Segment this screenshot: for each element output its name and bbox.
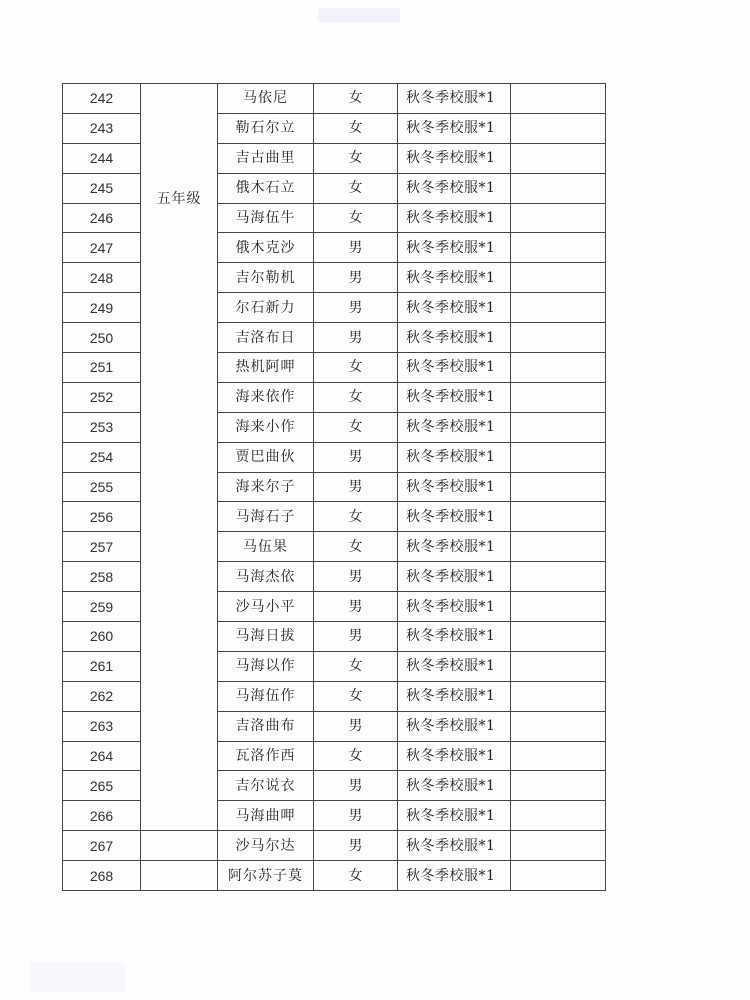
- remarks-cell: [511, 801, 606, 831]
- gender: 女: [314, 113, 398, 143]
- remarks-cell: [511, 532, 606, 562]
- student-name: 马海日拔: [218, 622, 314, 652]
- table-row: [63, 861, 606, 891]
- uniform-item: 秋冬季校服*1: [398, 622, 511, 652]
- row-number: 257: [63, 532, 141, 562]
- uniform-item: 秋冬季校服*1: [398, 502, 511, 532]
- student-name: 吉洛布日: [218, 323, 314, 353]
- gender: 男: [314, 831, 398, 861]
- gender: 女: [314, 532, 398, 562]
- uniform-item: 秋冬季校服*1: [398, 771, 511, 801]
- uniform-item: 秋冬季校服*1: [398, 681, 511, 711]
- row-number: 265: [63, 771, 141, 801]
- remarks-cell: [511, 323, 606, 353]
- row-number: 258: [63, 562, 141, 592]
- row-number: 249: [63, 293, 141, 323]
- remarks-cell: [511, 502, 606, 532]
- uniform-item: 秋冬季校服*1: [398, 323, 511, 353]
- remarks-cell: [511, 293, 606, 323]
- remarks-cell: [511, 771, 606, 801]
- remarks-cell: [511, 353, 606, 383]
- student-name: 马海以作: [218, 651, 314, 681]
- uniform-item: 秋冬季校服*1: [398, 801, 511, 831]
- uniform-item: 秋冬季校服*1: [398, 173, 511, 203]
- remarks-cell: [511, 173, 606, 203]
- grade-cell-empty: [141, 861, 218, 891]
- remarks-cell: [511, 382, 606, 412]
- row-number: 254: [63, 442, 141, 472]
- row-number: 266: [63, 801, 141, 831]
- uniform-item: 秋冬季校服*1: [398, 84, 511, 114]
- grade-label: 五年级: [156, 191, 202, 207]
- gender: 男: [314, 472, 398, 502]
- row-number: 261: [63, 651, 141, 681]
- uniform-item: 秋冬季校服*1: [398, 831, 511, 861]
- uniform-item: 秋冬季校服*1: [398, 472, 511, 502]
- uniform-item: 秋冬季校服*1: [398, 263, 511, 293]
- row-number: 259: [63, 592, 141, 622]
- row-number: 267: [63, 831, 141, 861]
- row-number: 255: [63, 472, 141, 502]
- uniform-item: 秋冬季校服*1: [398, 353, 511, 383]
- remarks-cell: [511, 711, 606, 741]
- gender: 男: [314, 233, 398, 263]
- student-name: 沙马尔达: [218, 831, 314, 861]
- remarks-cell: [511, 233, 606, 263]
- student-name: 沙马小平: [218, 592, 314, 622]
- remarks-cell: [511, 592, 606, 622]
- uniform-item: 秋冬季校服*1: [398, 143, 511, 173]
- gender: 女: [314, 84, 398, 114]
- grade-cell: [141, 84, 218, 831]
- table-row: [63, 84, 606, 114]
- row-number: 252: [63, 382, 141, 412]
- gender: 女: [314, 203, 398, 233]
- remarks-cell: [511, 84, 606, 114]
- remarks-cell: [511, 472, 606, 502]
- student-name: 热机阿呷: [218, 353, 314, 383]
- gender: 女: [314, 412, 398, 442]
- uniform-item: 秋冬季校服*1: [398, 592, 511, 622]
- student-name: 海来小作: [218, 412, 314, 442]
- uniform-item: 秋冬季校服*1: [398, 861, 511, 891]
- gender: 男: [314, 442, 398, 472]
- uniform-item: 秋冬季校服*1: [398, 233, 511, 263]
- row-number: 248: [63, 263, 141, 293]
- uniform-item: 秋冬季校服*1: [398, 382, 511, 412]
- gender: 男: [314, 562, 398, 592]
- gender: 女: [314, 143, 398, 173]
- gender: 女: [314, 382, 398, 412]
- gender: 男: [314, 293, 398, 323]
- gender: 女: [314, 173, 398, 203]
- remarks-cell: [511, 442, 606, 472]
- gender: 女: [314, 502, 398, 532]
- uniform-item: 秋冬季校服*1: [398, 442, 511, 472]
- uniform-item: 秋冬季校服*1: [398, 293, 511, 323]
- student-name: 马海伍作: [218, 681, 314, 711]
- gender: 男: [314, 263, 398, 293]
- uniform-list-table: [62, 83, 606, 891]
- row-number: 268: [63, 861, 141, 891]
- remarks-cell: [511, 562, 606, 592]
- student-name: 马海伍牛: [218, 203, 314, 233]
- uniform-item: 秋冬季校服*1: [398, 651, 511, 681]
- row-number: 246: [63, 203, 141, 233]
- uniform-item: 秋冬季校服*1: [398, 412, 511, 442]
- row-number: 260: [63, 622, 141, 652]
- uniform-item: 秋冬季校服*1: [398, 741, 511, 771]
- row-number: 244: [63, 143, 141, 173]
- student-name: 俄木克沙: [218, 233, 314, 263]
- uniform-item: 秋冬季校服*1: [398, 203, 511, 233]
- student-name: 吉尔说衣: [218, 771, 314, 801]
- student-name: 勒石尔立: [218, 113, 314, 143]
- student-name: 瓦洛作西: [218, 741, 314, 771]
- gender: 女: [314, 651, 398, 681]
- uniform-item: 秋冬季校服*1: [398, 532, 511, 562]
- remarks-cell: [511, 681, 606, 711]
- gender: 男: [314, 801, 398, 831]
- distribution-table: [62, 83, 605, 891]
- table-row: [63, 831, 606, 861]
- remarks-cell: [511, 143, 606, 173]
- gender: 女: [314, 353, 398, 383]
- remarks-cell: [511, 861, 606, 891]
- gender: 女: [314, 681, 398, 711]
- student-name: 海来尔子: [218, 472, 314, 502]
- uniform-item: 秋冬季校服*1: [398, 113, 511, 143]
- student-name: 贾巴曲伙: [218, 442, 314, 472]
- student-name: 阿尔苏子莫: [218, 861, 314, 891]
- gender: 男: [314, 711, 398, 741]
- row-number: 243: [63, 113, 141, 143]
- student-name: 马海曲呷: [218, 801, 314, 831]
- uniform-item: 秋冬季校服*1: [398, 711, 511, 741]
- student-name: 吉古曲里: [218, 143, 314, 173]
- student-name: 马海杰依: [218, 562, 314, 592]
- remarks-cell: [511, 113, 606, 143]
- table-body: [63, 84, 606, 891]
- row-number: 263: [63, 711, 141, 741]
- gender: 男: [314, 622, 398, 652]
- student-name: 尔石新力: [218, 293, 314, 323]
- row-number: 256: [63, 502, 141, 532]
- remarks-cell: [511, 203, 606, 233]
- student-name: 海来依作: [218, 382, 314, 412]
- student-name: 马伍果: [218, 532, 314, 562]
- row-number: 250: [63, 323, 141, 353]
- student-name: 吉洛曲布: [218, 711, 314, 741]
- scan-artifact-bottom: [30, 962, 125, 992]
- gender: 女: [314, 741, 398, 771]
- remarks-cell: [511, 263, 606, 293]
- row-number: 253: [63, 412, 141, 442]
- student-name: 马海石子: [218, 502, 314, 532]
- gender: 女: [314, 861, 398, 891]
- grade-cell-empty: [141, 831, 218, 861]
- row-number: 264: [63, 741, 141, 771]
- row-number: 262: [63, 681, 141, 711]
- remarks-cell: [511, 741, 606, 771]
- remarks-cell: [511, 622, 606, 652]
- remarks-cell: [511, 651, 606, 681]
- scan-artifact-top: [318, 8, 400, 22]
- student-name: 吉尔勒机: [218, 263, 314, 293]
- gender: 男: [314, 771, 398, 801]
- student-name: 俄木石立: [218, 173, 314, 203]
- gender: 男: [314, 592, 398, 622]
- remarks-cell: [511, 412, 606, 442]
- gender: 男: [314, 323, 398, 353]
- remarks-cell: [511, 831, 606, 861]
- row-number: 247: [63, 233, 141, 263]
- student-name: 马依尼: [218, 84, 314, 114]
- row-number: 245: [63, 173, 141, 203]
- row-number: 251: [63, 353, 141, 383]
- row-number: 242: [63, 84, 141, 114]
- uniform-item: 秋冬季校服*1: [398, 562, 511, 592]
